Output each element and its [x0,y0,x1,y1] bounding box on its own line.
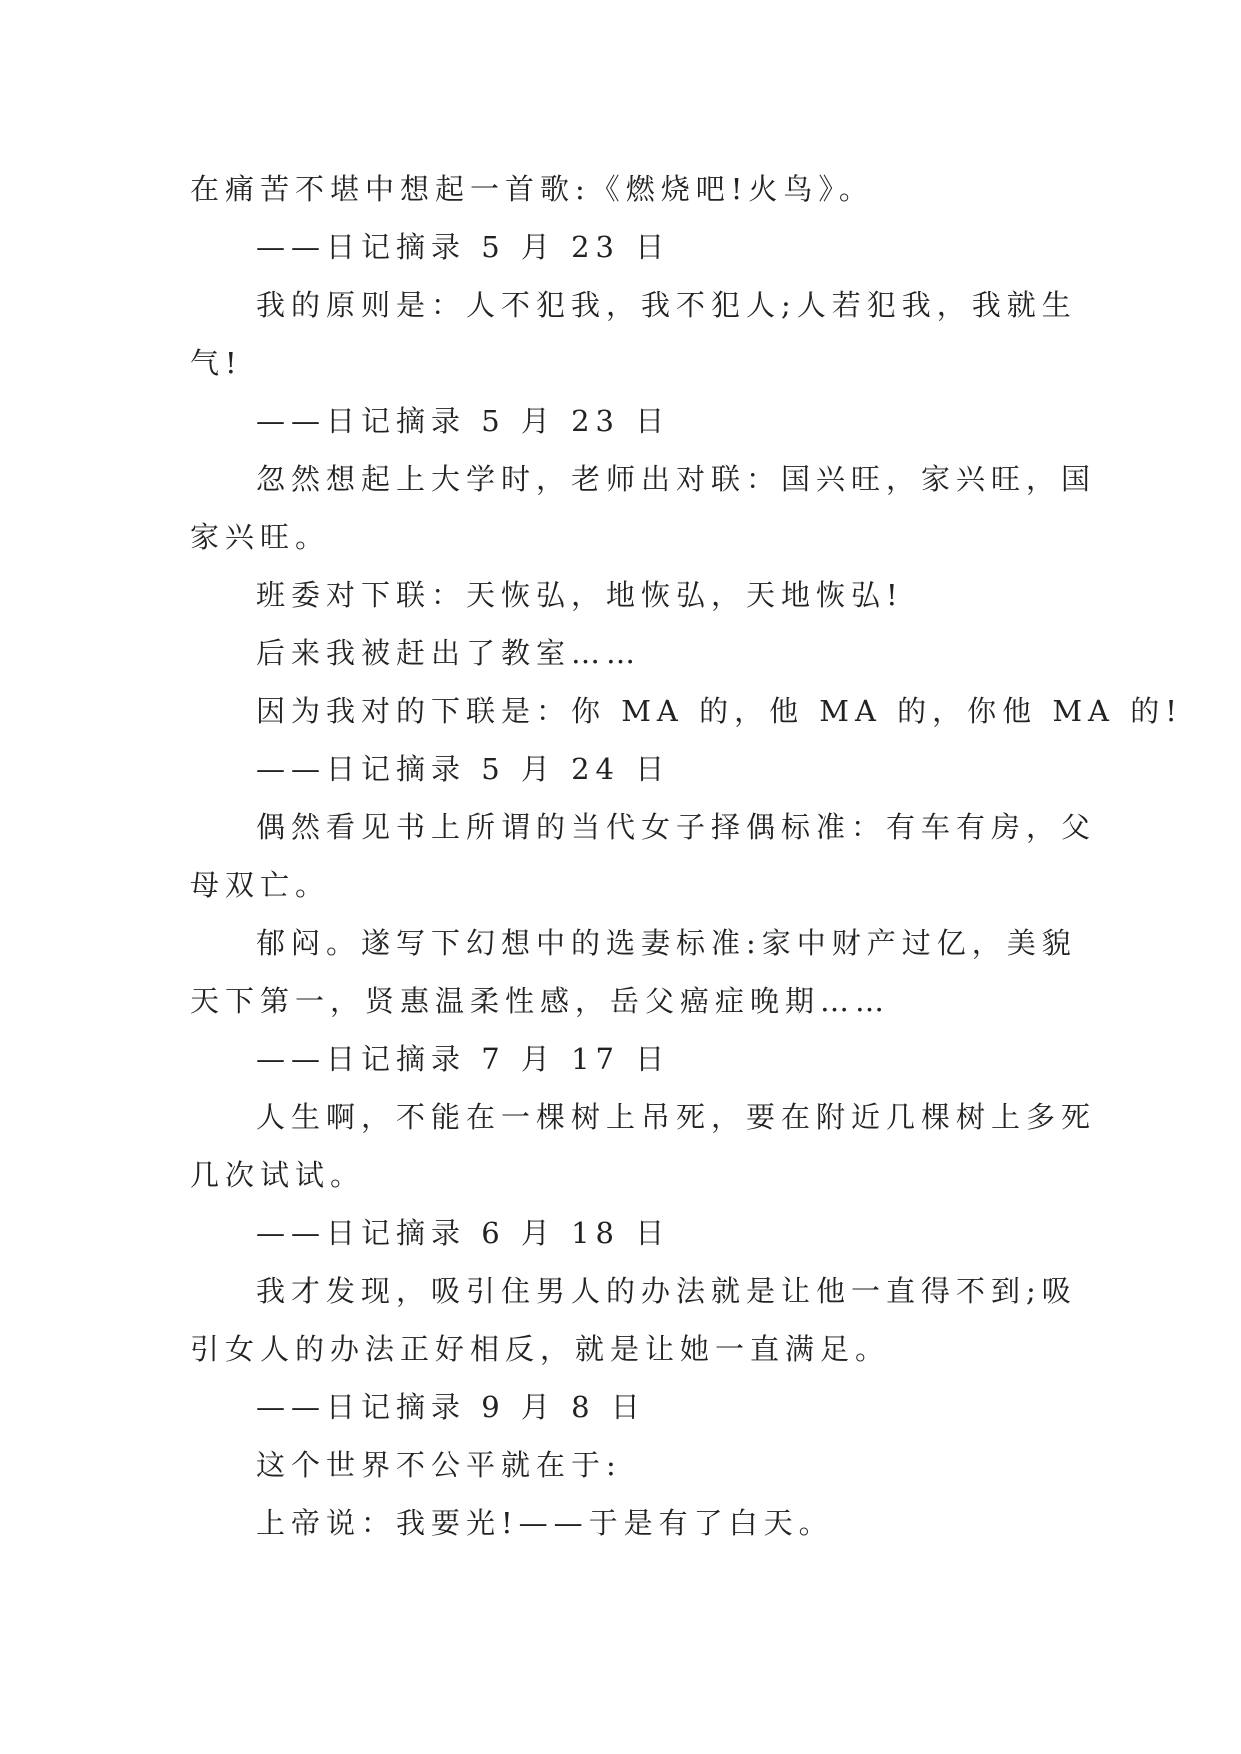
text-line: ——日记摘录 5 月 23 日 [256,230,671,264]
text-line: 人生啊，不能在一棵树上吊死，要在附近几棵树上多死 [256,1100,1097,1134]
text-line: 在痛苦不堪中想起一首歌:《燃烧吧!火鸟》。 [190,172,874,206]
text-line: ——日记摘录 9 月 8 日 [256,1390,646,1424]
text-line: 气! [190,346,243,380]
text-line: 几次试试。 [190,1158,366,1192]
text-line: 后来我被赶出了教室…… [256,636,642,670]
text-line: 上帝说：我要光!——于是有了白天。 [256,1506,834,1540]
text-line: 忽然想起上大学时，老师出对联：国兴旺，家兴旺，国 [256,462,1097,496]
text-line: 母双亡。 [190,868,331,902]
text-line: 偶然看见书上所谓的当代女子择偶标准：有车有房，父 [256,810,1097,844]
text-line: 我的原则是：人不犯我，我不犯人;人若犯我，我就生 [256,288,1077,322]
text-line: 天下第一，贤惠温柔性感，岳父癌症晚期…… [190,984,891,1018]
text-line: ——日记摘录 7 月 17 日 [256,1042,671,1076]
text-line: 我才发现，吸引住男人的办法就是让他一直得不到;吸 [256,1274,1077,1308]
text-line: ——日记摘录 5 月 23 日 [256,404,671,438]
text-line: 引女人的办法正好相反，就是让她一直满足。 [190,1332,891,1366]
text-line: 这个世界不公平就在于: [256,1448,622,1482]
text-line: ——日记摘录 5 月 24 日 [256,752,671,786]
document-body [190,160,1183,1552]
text-line: 因为我对的下联是：你 MA 的，他 MA 的，你他 MA 的! [256,694,1183,728]
text-line: 班委对下联：天恢弘，地恢弘，天地恢弘! [256,578,904,612]
text-line: 家兴旺。 [190,520,331,554]
text-line: 郁闷。遂写下幻想中的选妻标准:家中财产过亿，美貌 [256,926,1077,960]
text-line: ——日记摘录 6 月 18 日 [256,1216,671,1250]
